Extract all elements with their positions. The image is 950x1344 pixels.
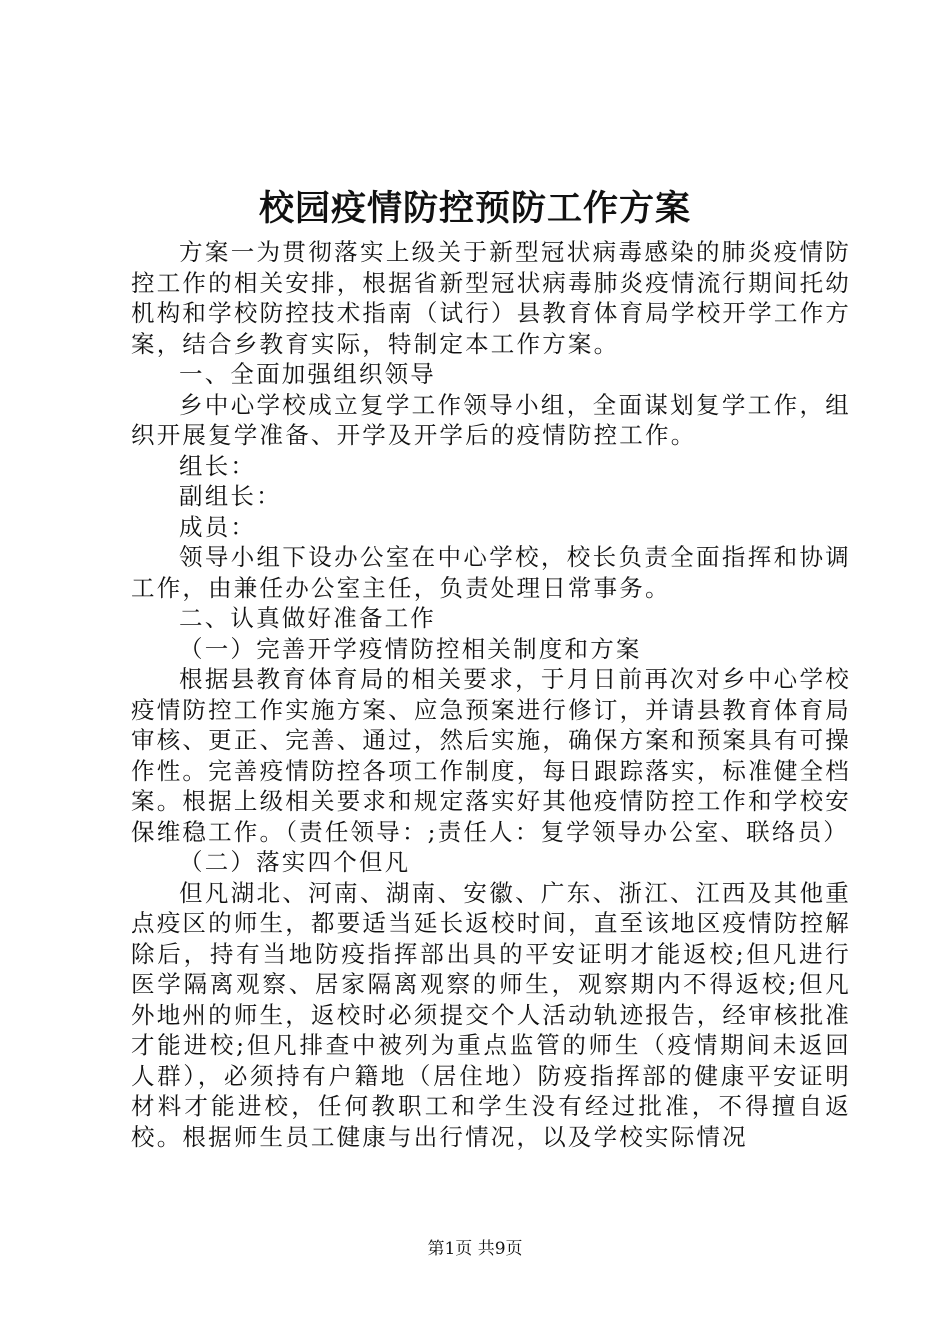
section-heading-2: 二、认真做好准备工作 bbox=[179, 604, 436, 632]
paragraph-four-rules: 但凡湖北、河南、湖南、安徽、广东、浙江、江西及其他重点疫区的师生，都要适当延长返校时间，直至该地区疫情防控解除后，持有当地防疫指挥部出具的平安证明才能返校;但凡进行医学隔离观察、居家隔离观察的师生，观察期内不得返校;但凡外地州的师生，返校时必须提交个人活动轨迹报告，经审核批准才能进校;但凡排查中被列为重点监管的师生（疫情期间未返回人群），必须持有户籍地（居住地）防疫指挥部的健康平安证明材料才能进校，任何教职工和学生没有经过批准，不得擅自返校。根据师生员工健康与出行情况，以及学校实际情况 bbox=[131, 878, 851, 1151]
document-title: 校园疫情防控预防工作方案 bbox=[258, 188, 691, 229]
field-deputy-leader: 副组长： bbox=[179, 482, 282, 510]
paragraph-office: 领导小组下设办公室在中心学校，校长负责全面指挥和协调工作，由兼任办公室主任，负责处理日常事务。 bbox=[131, 543, 851, 602]
subsection-heading-2: （二）落实四个但凡 bbox=[179, 848, 411, 876]
field-members: 成员： bbox=[179, 512, 257, 541]
section-heading-1: 一、全面加强组织领导 bbox=[179, 360, 436, 388]
field-leader: 组长： bbox=[179, 451, 257, 480]
paragraph-leadership: 乡中心学校成立复学工作领导小组，全面谋划复学工作，组织开展复学准备、开学及开学后的疫情防控工作。 bbox=[131, 390, 851, 449]
subsection-heading-1: （一）完善开学疫情防控相关制度和方案 bbox=[179, 634, 642, 663]
paragraph-system: 根据县教育体育局的相关要求，于月日前再次对乡中心学校疫情防控工作实施方案、应急预案进行修订，并请县教育体育局审核、更正、完善、通过，然后实施，确保方案和预案具有可操作性。完善疫情防控各项工作制度，每日跟踪落实，标准健全档案。根据上级相关要求和规定落实好其他疫情防控工作和学校安保维稳工作。（责任领导：;责任人：复学领导办公室、联络员） bbox=[131, 665, 851, 846]
page-footer: 第1页 共9页 bbox=[427, 1239, 523, 1259]
document-body bbox=[131, 237, 851, 1152]
paragraph-intro: 方案一为贯彻落实上级关于新型冠状病毒感染的肺炎疫情防控工作的相关安排，根据省新型冠状病毒肺炎疫情流行期间托幼机构和学校防控技术指南（试行）县教育体育局学校开学工作方案，结合乡教育实际，特制定本工作方案。 bbox=[131, 238, 851, 358]
